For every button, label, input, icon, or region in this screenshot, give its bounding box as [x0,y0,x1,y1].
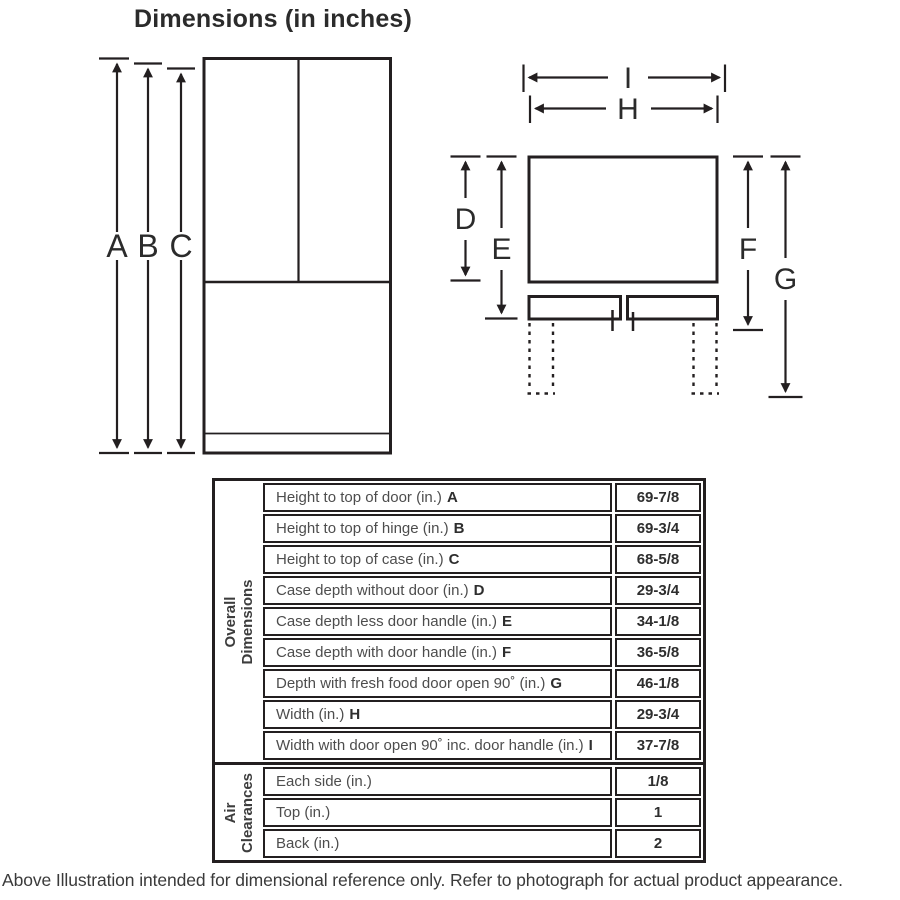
row-value: 69-3/4 [615,514,701,543]
row-label [263,483,612,512]
table-row [263,700,701,729]
table-row [263,545,701,574]
row-label [263,669,612,698]
row-label-text: Top (in.) [276,804,331,821]
table-row [263,483,701,512]
section-header-line: Dimensions [239,578,256,665]
section-header-line: Clearances [239,772,256,853]
row-label-text: Height to top of hinge (in.) [276,520,449,537]
row-value: 37-7/8 [615,731,701,760]
row-key-letter: G [550,675,562,692]
row-value: 29-3/4 [615,700,701,729]
row-value: 29-3/4 [615,576,701,605]
dim-label-c: C [169,228,193,264]
row-label-text: Case depth less door handle (in.) [276,613,497,630]
dim-label-h: H [617,93,639,126]
dim-label-b: B [137,228,159,264]
row-label-text: Height to top of door (in.) [276,489,442,506]
dim-label-i: I [623,62,633,95]
dim-label-f: F [738,233,758,266]
table-row [263,731,701,760]
row-value: 69-7/8 [615,483,701,512]
fridge-outline [204,59,391,454]
row-value: 68-5/8 [615,545,701,574]
row-label [263,767,612,796]
page-title: Dimensions (in inches) [134,5,413,33]
row-label [263,576,612,605]
row-label [263,829,612,858]
table-row [263,767,701,796]
section-header-overall-dimensions [215,481,263,762]
table-row [263,829,701,858]
open-door-dashed-outline [528,323,720,394]
section-header-line: Air [221,802,239,823]
dim-label-d: D [454,203,477,236]
row-label-text: Case depth with door handle (in.) [276,644,497,661]
row-key-letter: C [448,551,460,568]
row-key-letter: E [501,613,512,630]
row-label [263,700,612,729]
footer-note: Above Illustration intended for dimensional reference only. Refer to photograph for actual product appearance. [2,870,843,890]
dimensions-table [212,478,706,863]
row-key-letter: F [501,644,512,661]
table-row [263,576,701,605]
row-label [263,545,612,574]
table-section-overall-dimensions [215,481,703,762]
row-key-letter: H [349,706,361,723]
section-header-air-clearances [215,765,263,860]
row-label [263,731,612,760]
row-label-text: Back (in.) [276,835,340,852]
fridge-top-view [528,157,720,394]
row-value: 2 [615,829,701,858]
row-key-letter: D [473,582,485,599]
table-row [263,607,701,636]
row-value: 36-5/8 [615,638,701,667]
left-door-top [529,297,621,320]
row-label-text: Each side (in.) [276,773,372,790]
row-key-letter: A [446,489,458,506]
fridge-front-view [204,59,391,454]
table-section-air-clearances [215,762,703,860]
row-label-text: Case depth without door (in.) [276,582,469,599]
row-label [263,607,612,636]
row-label [263,638,612,667]
row-value: 46-1/8 [615,669,701,698]
dim-label-g: G [773,263,798,296]
table-row [263,669,701,698]
row-value: 1 [615,798,701,827]
right-door-top [628,297,718,320]
row-key-letter: I [588,737,593,754]
dim-label-a: A [106,228,128,264]
row-value: 34-1/8 [615,607,701,636]
table-row [263,638,701,667]
row-label-text: Width (in.) [276,706,345,723]
row-label [263,514,612,543]
section-header-line: Overall [221,596,239,647]
row-label-text: Width with door open 90˚ inc. door handle (in.) [276,737,584,754]
table-row [263,514,701,543]
row-label [263,798,612,827]
case-outline-top [529,157,717,282]
row-key-letter: B [453,520,465,537]
dim-label-e: E [491,233,512,266]
row-value: 1/8 [615,767,701,796]
row-label-text: Depth with fresh food door open 90˚ (in.) [276,675,546,692]
row-label-text: Height to top of case (in.) [276,551,444,568]
table-row [263,798,701,827]
